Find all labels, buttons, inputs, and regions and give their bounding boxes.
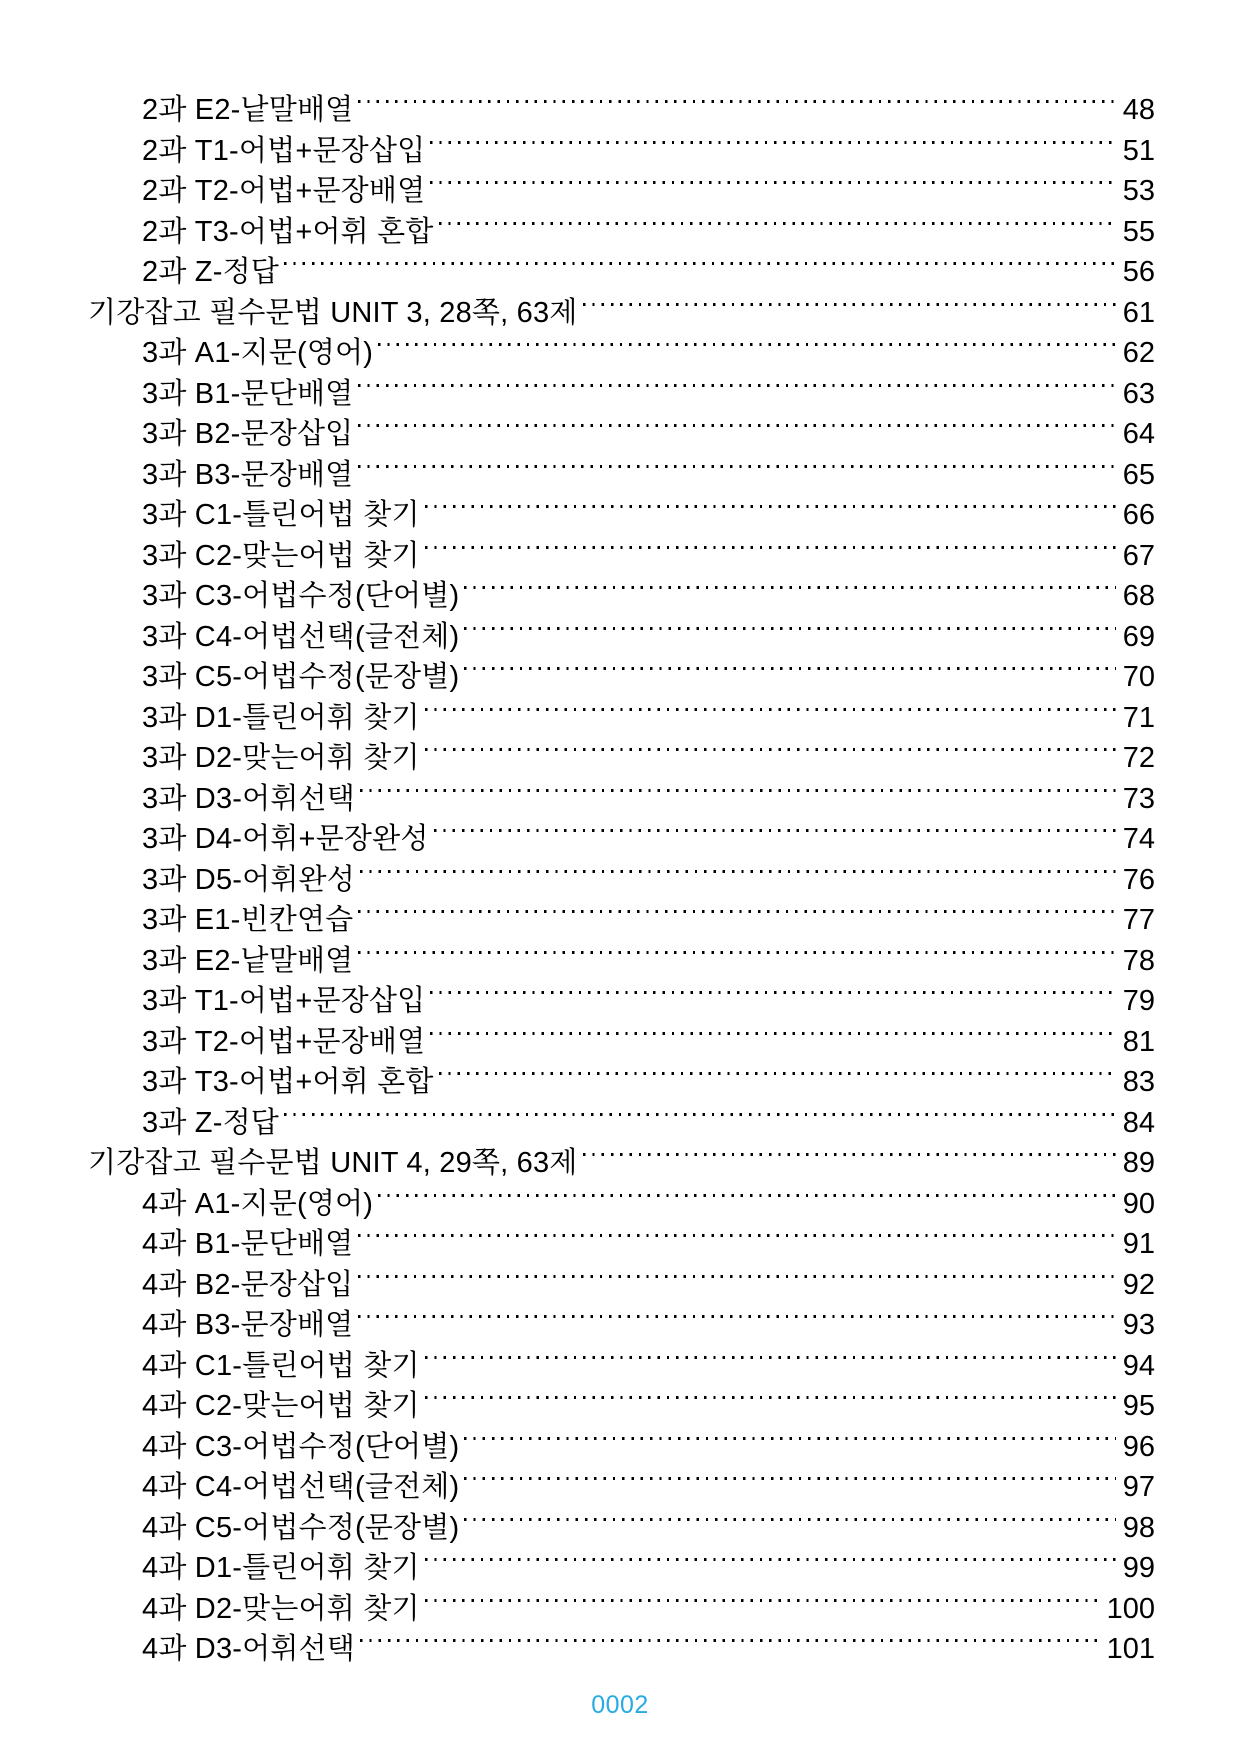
- toc-entry-label: 3과 C4-어법선택(글전체): [142, 620, 460, 653]
- toc-row[interactable]: [88, 779, 1155, 820]
- toc-entry-page-number: 72: [1122, 742, 1155, 774]
- toc-row[interactable]: [88, 941, 1155, 982]
- toc-entry-page-number: 90: [1122, 1187, 1155, 1220]
- toc-row[interactable]: [88, 1508, 1155, 1549]
- dot-leader: [464, 586, 1115, 589]
- toc-entry-label: 3과 C1-틀린어법 찾기: [142, 499, 420, 531]
- toc-entry-page-number: 77: [1122, 904, 1155, 936]
- dot-leader: [425, 1356, 1116, 1359]
- toc-entry-page-number: 69: [1122, 620, 1155, 653]
- toc-entry-label: 3과 D1-틀린어휘 찾기: [142, 701, 420, 734]
- dot-leader: [425, 748, 1116, 751]
- dot-leader: [425, 1599, 1100, 1602]
- toc-entry-page-number: 71: [1122, 701, 1155, 734]
- toc-entry-label: 3과 D5-어휘완성: [142, 863, 355, 896]
- toc-entry-page-number: 89: [1122, 1147, 1155, 1179]
- dot-leader: [464, 667, 1115, 670]
- toc-entry-page-number: 101: [1106, 1633, 1155, 1665]
- toc-entry-label: 3과 B3-문장배열: [142, 458, 354, 491]
- dot-leader: [434, 829, 1116, 832]
- dot-leader: [358, 384, 1115, 387]
- toc-entry-page-number: 93: [1122, 1309, 1155, 1341]
- toc-entry-page-number: 67: [1122, 539, 1155, 572]
- toc-entry-page-number: 76: [1122, 863, 1155, 896]
- toc-entry-page-number: 79: [1122, 985, 1155, 1017]
- table-of-contents: [88, 90, 1155, 1670]
- toc-entry-label: 4과 C1-틀린어법 찾기: [142, 1349, 420, 1382]
- toc-row[interactable]: [88, 536, 1155, 577]
- toc-row[interactable]: [88, 374, 1155, 415]
- toc-entry-label: 기강잡고 필수문법 UNIT 3, 28쪽, 63제: [88, 296, 578, 329]
- toc-entry-page-number: 84: [1122, 1106, 1155, 1139]
- toc-row[interactable]: [88, 1022, 1155, 1063]
- toc-entry-page-number: 66: [1122, 499, 1155, 531]
- toc-entry-label: 4과 D1-틀린어휘 찾기: [142, 1552, 420, 1584]
- dot-leader: [358, 910, 1115, 913]
- toc-entry-page-number: 65: [1122, 458, 1155, 491]
- toc-entry-page-number: 55: [1122, 215, 1155, 248]
- toc-section-row[interactable]: [88, 293, 1155, 334]
- dot-leader: [425, 1396, 1116, 1399]
- toc-entry-page-number: 78: [1122, 944, 1155, 977]
- toc-row[interactable]: [88, 576, 1155, 617]
- toc-entry-page-number: 98: [1122, 1511, 1155, 1544]
- toc-section-row[interactable]: [88, 1143, 1155, 1184]
- toc-entry-page-number: 61: [1122, 296, 1155, 329]
- toc-entry-label: 2과 T2-어법+문장배열: [142, 175, 426, 207]
- dot-leader: [464, 1477, 1115, 1480]
- toc-entry-page-number: 53: [1122, 175, 1155, 207]
- toc-row[interactable]: [88, 1467, 1155, 1508]
- dot-leader: [464, 1437, 1115, 1440]
- toc-entry-page-number: 81: [1122, 1025, 1155, 1058]
- toc-entry-page-number: 68: [1122, 580, 1155, 612]
- toc-row[interactable]: [88, 657, 1155, 698]
- toc-row[interactable]: [88, 1548, 1155, 1589]
- dot-leader: [378, 1194, 1116, 1197]
- toc-entry-label: 3과 C2-맞는어법 찾기: [142, 539, 420, 572]
- toc-row[interactable]: [88, 414, 1155, 455]
- toc-row[interactable]: [88, 495, 1155, 536]
- toc-entry-label: 3과 A1-지문(영어): [142, 337, 374, 369]
- toc-row[interactable]: [88, 1224, 1155, 1265]
- toc-entry-page-number: 51: [1122, 134, 1155, 167]
- toc-row[interactable]: [88, 455, 1155, 496]
- dot-leader: [430, 181, 1115, 184]
- toc-row[interactable]: [88, 819, 1155, 860]
- toc-row[interactable]: [88, 1427, 1155, 1468]
- dot-leader: [358, 1275, 1115, 1278]
- dot-leader: [430, 141, 1115, 144]
- toc-row[interactable]: [88, 1305, 1155, 1346]
- dot-leader: [358, 1315, 1115, 1318]
- toc-row[interactable]: [88, 617, 1155, 658]
- toc-entry-page-number: 99: [1122, 1552, 1155, 1584]
- dot-leader: [583, 1153, 1116, 1156]
- toc-entry-label: 3과 T3-어법+어휘 혼합: [142, 1066, 434, 1098]
- toc-row[interactable]: [88, 1629, 1155, 1670]
- toc-entry-page-number: 48: [1122, 94, 1155, 126]
- toc-row[interactable]: [88, 981, 1155, 1022]
- dot-leader: [358, 951, 1115, 954]
- toc-row[interactable]: [88, 1346, 1155, 1387]
- toc-entry-label: 4과 A1-지문(영어): [142, 1187, 374, 1220]
- dot-leader: [430, 1032, 1115, 1035]
- toc-entry-label: 4과 B2-문장삽입: [142, 1268, 354, 1301]
- dot-leader: [425, 546, 1116, 549]
- toc-entry-label: 3과 D4-어휘+문장완성: [142, 823, 429, 855]
- toc-entry-label: 2과 T1-어법+문장삽입: [142, 134, 426, 167]
- toc-entry-label: 4과 C4-어법선택(글전체): [142, 1471, 460, 1503]
- toc-entry-page-number: 94: [1122, 1349, 1155, 1382]
- toc-row[interactable]: [88, 1103, 1155, 1144]
- toc-entry-page-number: 95: [1122, 1390, 1155, 1422]
- toc-entry-label: 3과 D2-맞는어휘 찾기: [142, 742, 420, 774]
- toc-entry-label: 2과 T3-어법+어휘 혼합: [142, 215, 434, 248]
- dot-leader: [430, 991, 1115, 994]
- dot-leader: [358, 1234, 1115, 1237]
- toc-row[interactable]: [88, 1265, 1155, 1306]
- dot-leader: [439, 1072, 1116, 1075]
- toc-row[interactable]: [88, 171, 1155, 212]
- dot-leader: [464, 627, 1115, 630]
- toc-entry-page-number: 91: [1122, 1228, 1155, 1260]
- toc-entry-label: 4과 C2-맞는어법 찾기: [142, 1390, 420, 1422]
- toc-entry-label: 3과 B2-문장삽입: [142, 418, 354, 450]
- dot-leader: [358, 465, 1115, 468]
- dot-leader: [284, 262, 1116, 265]
- toc-entry-label: 3과 T1-어법+문장삽입: [142, 985, 426, 1017]
- toc-row[interactable]: [88, 860, 1155, 901]
- toc-entry-page-number: 97: [1122, 1471, 1155, 1503]
- dot-leader: [360, 789, 1116, 792]
- toc-entry-page-number: 62: [1122, 337, 1155, 369]
- dot-leader: [439, 222, 1116, 225]
- toc-entry-label: 3과 C3-어법수정(단어별): [142, 580, 460, 612]
- toc-entry-label: 3과 Z-정답: [142, 1106, 279, 1139]
- dot-leader: [358, 100, 1115, 103]
- toc-entry-page-number: 74: [1122, 823, 1155, 855]
- dot-leader: [425, 708, 1116, 711]
- dot-leader: [378, 343, 1116, 346]
- toc-entry-label: 3과 B1-문단배열: [142, 377, 354, 410]
- toc-entry-page-number: 92: [1122, 1268, 1155, 1301]
- toc-entry-label: 기강잡고 필수문법 UNIT 4, 29쪽, 63제: [88, 1147, 578, 1179]
- toc-entry-label: 3과 D3-어휘선택: [142, 782, 355, 815]
- toc-entry-page-number: 73: [1122, 782, 1155, 815]
- toc-row[interactable]: [88, 90, 1155, 131]
- toc-entry-page-number: 64: [1122, 418, 1155, 450]
- dot-leader: [425, 505, 1116, 508]
- toc-entry-label: 3과 C5-어법수정(문장별): [142, 661, 460, 693]
- toc-row[interactable]: [88, 1184, 1155, 1225]
- dot-leader: [464, 1518, 1115, 1521]
- toc-row[interactable]: [88, 212, 1155, 253]
- toc-entry-page-number: 56: [1122, 256, 1155, 288]
- dot-leader: [360, 1639, 1100, 1642]
- toc-entry-label: 4과 D3-어휘선택: [142, 1633, 355, 1665]
- toc-entry-page-number: 100: [1106, 1592, 1155, 1625]
- toc-entry-label: 3과 E2-낱말배열: [142, 944, 354, 977]
- toc-entry-label: 2과 Z-정답: [142, 256, 279, 288]
- toc-entry-page-number: 96: [1122, 1430, 1155, 1463]
- dot-leader: [284, 1113, 1116, 1116]
- toc-row[interactable]: [88, 1589, 1155, 1630]
- toc-row[interactable]: [88, 900, 1155, 941]
- footer-page-number: 0002: [591, 1691, 649, 1719]
- toc-entry-label: 4과 C3-어법수정(단어별): [142, 1430, 460, 1463]
- dot-leader: [360, 870, 1116, 873]
- toc-row[interactable]: [88, 252, 1155, 293]
- toc-row[interactable]: [88, 333, 1155, 374]
- toc-entry-page-number: 70: [1122, 661, 1155, 693]
- toc-entry-label: 4과 B1-문단배열: [142, 1228, 354, 1260]
- dot-leader: [358, 424, 1115, 427]
- toc-entry-page-number: 63: [1122, 377, 1155, 410]
- toc-entry-label: 4과 B3-문장배열: [142, 1309, 354, 1341]
- toc-entry-label: 3과 E1-빈칸연습: [142, 904, 354, 936]
- toc-row[interactable]: [88, 738, 1155, 779]
- toc-row[interactable]: [88, 1062, 1155, 1103]
- toc-entry-label: 3과 T2-어법+문장배열: [142, 1025, 426, 1058]
- toc-row[interactable]: [88, 131, 1155, 172]
- dot-leader: [583, 303, 1116, 306]
- toc-entry-label: 4과 C5-어법수정(문장별): [142, 1511, 460, 1544]
- dot-leader: [425, 1558, 1116, 1561]
- toc-row[interactable]: [88, 698, 1155, 739]
- toc-entry-label: 4과 D2-맞는어휘 찾기: [142, 1592, 420, 1625]
- toc-entry-label: 2과 E2-낱말배열: [142, 94, 354, 126]
- toc-entry-page-number: 83: [1122, 1066, 1155, 1098]
- toc-row[interactable]: [88, 1386, 1155, 1427]
